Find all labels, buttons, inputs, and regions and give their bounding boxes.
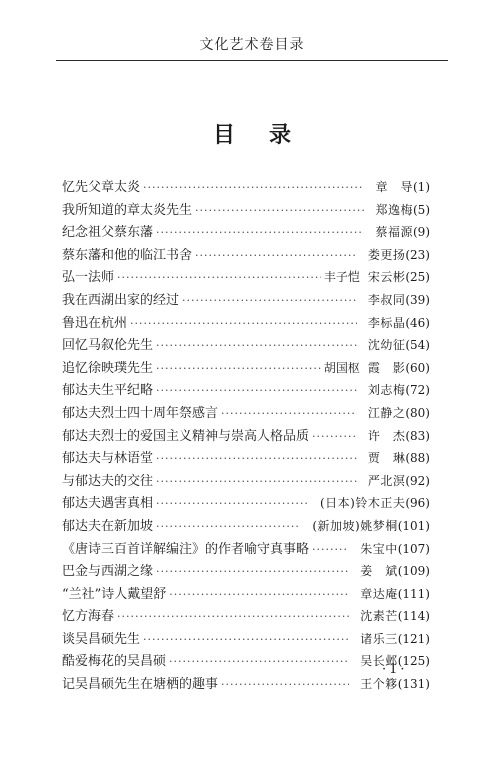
dot-leader <box>130 317 357 330</box>
toc-entry[interactable] <box>62 266 430 289</box>
entry-author: 吴长邺 <box>360 654 398 669</box>
entry-page: (72) <box>405 383 430 398</box>
dot-leader <box>117 610 349 623</box>
toc-entry[interactable] <box>62 538 430 561</box>
entry-author: 霞 影 <box>367 360 406 375</box>
entry-page: (54) <box>405 338 430 353</box>
entry-translator: 胡国枢 <box>323 360 360 375</box>
toc-entry[interactable] <box>62 515 430 538</box>
entry-author: 贾 琳 <box>367 451 406 466</box>
dot-leader <box>143 633 349 646</box>
entry-author: 章 导 <box>375 180 413 194</box>
entry-page: (114) <box>397 609 430 624</box>
entry-page: (25) <box>405 270 430 285</box>
toc-entry[interactable] <box>62 628 430 651</box>
toc-entry[interactable] <box>62 470 430 493</box>
toc-entry[interactable] <box>62 357 430 380</box>
entry-page: (46) <box>405 315 430 330</box>
page-number: ·1· <box>382 662 408 677</box>
dot-leader <box>156 362 321 375</box>
entry-page: (121) <box>397 631 430 646</box>
toc-entry[interactable] <box>62 673 430 696</box>
dot-leader <box>156 452 357 465</box>
entry-page: (5) <box>413 202 430 217</box>
entry-title: 蔡东藩和他的临江书舍 <box>62 247 193 263</box>
entry-page: (111) <box>397 586 430 601</box>
entry-title: 《唐诗三百首详解编注》的作者喻守真事略 <box>62 541 310 557</box>
entry-author: 李叔同 <box>367 292 406 307</box>
entry-page: (80) <box>405 405 430 420</box>
entry-title: 记吴昌硕先生在塘栖的趣事 <box>62 677 219 693</box>
toc-entry[interactable] <box>62 583 430 606</box>
entry-author: 刘志梅 <box>367 383 406 398</box>
page-title: 目录 <box>212 122 325 148</box>
dot-leader <box>195 204 364 217</box>
entry-page: (88) <box>405 451 430 466</box>
toc-entry[interactable] <box>62 312 430 335</box>
toc-entry[interactable] <box>62 176 430 199</box>
entry-author: (新加坡)姚梦桐 <box>312 518 398 533</box>
dot-leader <box>156 497 309 510</box>
entry-page: (9) <box>413 225 430 240</box>
toc-entry[interactable] <box>62 199 430 222</box>
entry-page: (39) <box>405 292 430 307</box>
entry-title: 纪念祖父蔡东藩 <box>62 225 154 241</box>
toc-entry[interactable] <box>62 605 430 628</box>
header-title: 文化艺术卷目录 <box>199 37 305 53</box>
entry-page: (107) <box>397 541 430 556</box>
entry-page: (125) <box>397 654 430 669</box>
entry-author: 章达庵 <box>360 586 398 601</box>
dot-leader <box>156 520 301 533</box>
dot-leader <box>221 407 357 420</box>
entry-title: 忆先父章太炎 <box>62 180 141 195</box>
entry-title: 追忆徐映璞先生 <box>62 360 154 376</box>
entry-page: (1) <box>413 180 430 194</box>
entry-title: “兰社”诗人戴望舒 <box>62 586 167 602</box>
entry-title: 酷爱梅花的吴昌硕 <box>62 654 167 670</box>
dot-leader <box>195 249 357 262</box>
toc-entry[interactable] <box>62 289 430 312</box>
entry-page: (92) <box>405 473 430 488</box>
toc-entry[interactable] <box>62 379 430 402</box>
entry-author: 江静之 <box>367 405 406 420</box>
toc-entry[interactable] <box>62 650 430 673</box>
dot-leader <box>169 655 349 668</box>
entry-title: 巴金与西湖之缘 <box>62 564 154 580</box>
toc-entry[interactable] <box>62 221 430 244</box>
toc-entry[interactable] <box>62 492 430 515</box>
dot-leader <box>156 226 364 239</box>
entry-translator: 丰子恺 <box>323 270 360 285</box>
entry-title: 郁达夫与林语堂 <box>62 451 154 467</box>
entry-title: 郁达夫烈士的爱国主义精神与崇高人格品质 <box>62 428 310 444</box>
entry-author: 诸乐三 <box>360 631 398 646</box>
entry-author: 许 杰 <box>367 428 406 443</box>
dot-leader <box>156 565 349 578</box>
entry-author: 娄更扬 <box>367 247 406 262</box>
entry-title: 郁达夫烈士四十周年祭感言 <box>62 405 219 421</box>
entry-title: 郁达夫生平纪略 <box>62 383 154 399</box>
entry-author: 宋云彬 <box>367 270 406 285</box>
entry-page: (23) <box>405 247 430 262</box>
entry-title: 谈吴昌硕先生 <box>62 631 141 647</box>
entry-page: (60) <box>405 360 430 375</box>
toc-entry[interactable] <box>62 447 430 470</box>
entry-author: 姜 斌 <box>360 564 398 579</box>
toc-entry[interactable] <box>62 425 430 448</box>
entry-author: 郑逸梅 <box>375 202 413 217</box>
dot-leader <box>117 271 321 284</box>
table-of-contents <box>62 176 430 696</box>
entry-title: 回忆马叙伦先生 <box>62 338 154 354</box>
dot-leader <box>156 339 357 352</box>
entry-page: (96) <box>405 496 430 511</box>
entry-author: 沈幼征 <box>367 338 406 353</box>
dot-leader <box>156 475 357 488</box>
entry-author: 蔡福源 <box>375 225 413 240</box>
entry-title: 弘一法师 <box>62 270 115 286</box>
entry-title: 郁达夫在新加坡 <box>62 518 154 534</box>
dot-leader <box>156 384 357 397</box>
dot-leader <box>143 181 364 194</box>
entry-author: (日本)铃木正夫 <box>319 496 406 511</box>
dot-leader <box>312 430 357 443</box>
entry-page: (109) <box>397 564 430 579</box>
entry-title: 郁达夫遇害真相 <box>62 496 154 512</box>
entry-author: 严北溟 <box>367 473 406 488</box>
toc-entry[interactable] <box>62 334 430 357</box>
entry-page: (131) <box>397 677 430 692</box>
entry-title: 我在西湖出家的经过 <box>62 292 180 308</box>
running-header <box>56 20 448 61</box>
entry-title: 忆方海春 <box>62 609 115 625</box>
entry-title: 鲁迅在杭州 <box>62 315 128 331</box>
entry-author: 沈素芒 <box>360 609 398 624</box>
toc-entry[interactable] <box>62 560 430 583</box>
entry-author: 王个簃 <box>360 677 398 692</box>
entry-author: 李标晶 <box>367 315 406 330</box>
entry-page: (83) <box>405 428 430 443</box>
dot-leader <box>221 678 349 691</box>
toc-entry[interactable] <box>62 244 430 267</box>
dot-leader <box>182 294 357 307</box>
dot-leader <box>312 543 349 556</box>
entry-title: 我所知道的章太炎先生 <box>62 202 193 218</box>
toc-entry[interactable] <box>62 402 430 425</box>
entry-page: (101) <box>397 518 430 533</box>
dot-leader <box>169 588 349 601</box>
entry-author: 朱宝中 <box>360 541 398 556</box>
entry-title: 与郁达夫的交往 <box>62 473 154 489</box>
